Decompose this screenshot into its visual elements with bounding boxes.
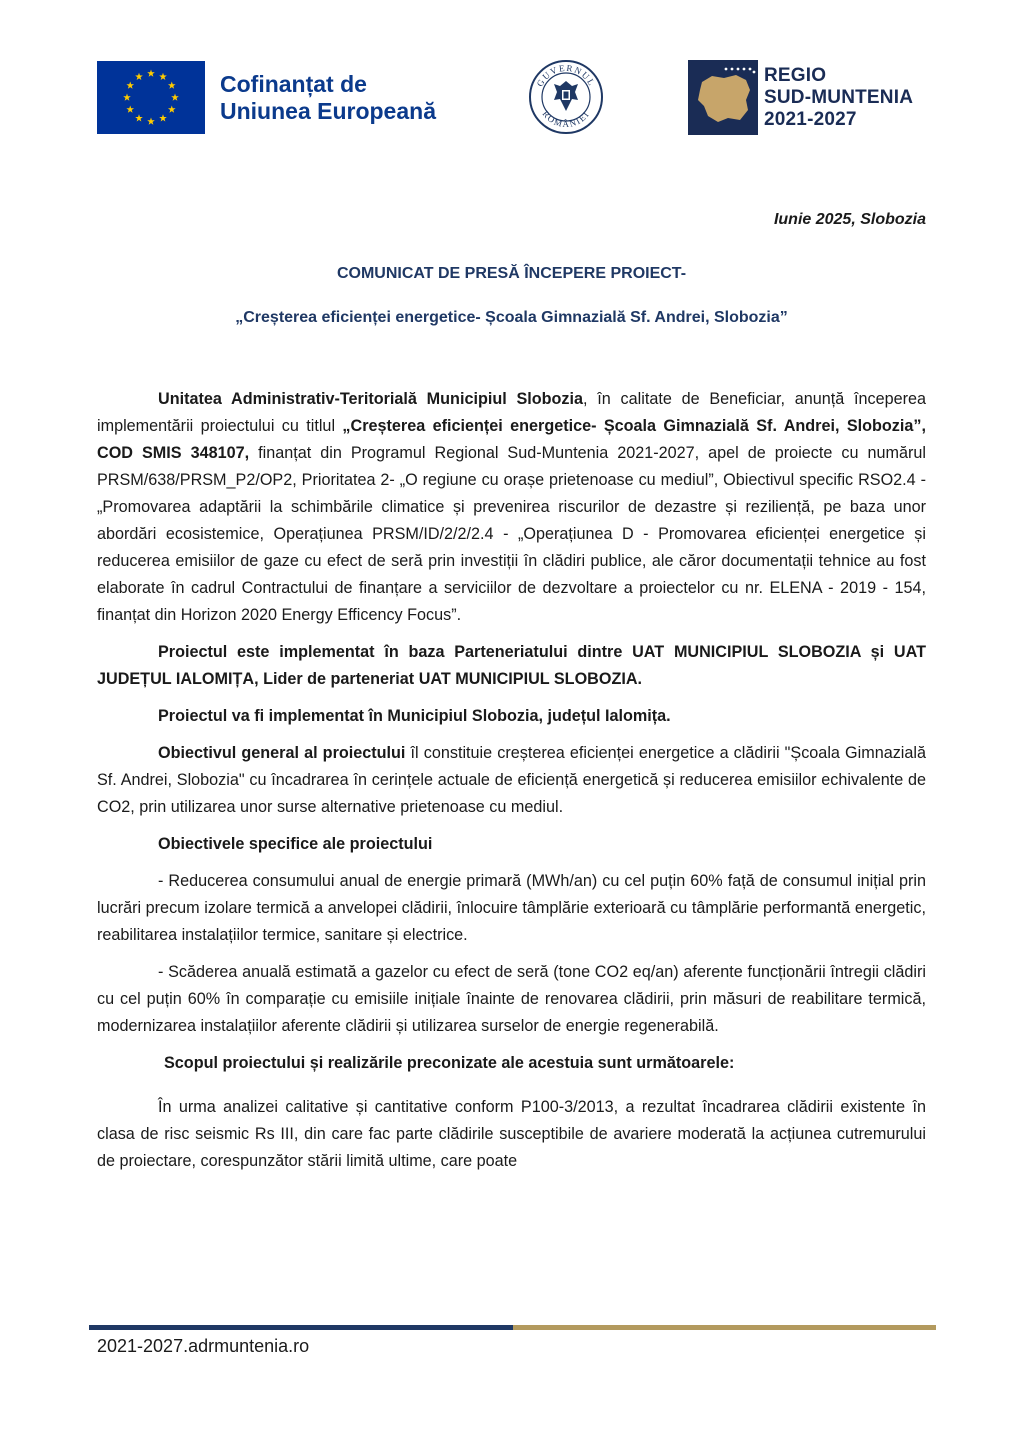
location-paragraph — [97, 703, 926, 730]
seal-top-text: GUVERNUL — [534, 62, 598, 89]
regio-text-line1: REGIO — [764, 64, 827, 86]
romanian-government-seal-icon — [528, 59, 604, 135]
seal-bottom-text: ROMÂNIEI — [540, 108, 592, 130]
scope-heading: Scopul proiectului și realizările preconizate ale acestuia sunt următoarele: — [164, 1054, 735, 1072]
footer-divider — [89, 1325, 936, 1330]
intro-text-1: , în calitate de Beneficiar, anunță începerea implementării proiectului cu titlul — [97, 390, 926, 435]
specific-objective-item: - Reducerea consumului anual de energie primară (MWh/an) cu cel puțin 60% față de consumul inițial prin lucrări precum izolare termică a anvelopei clădirii, înlocuire tâmplărie exterioară cu tâmplărie performantă energetic, reabilitarea instalațiilor termice, sanitare și electrice. — [97, 872, 926, 944]
press-release-title: COMUNICAT DE PRESĂ ÎNCEPERE PROIECT- — [336, 265, 687, 282]
regio-sud-muntenia-logo — [688, 60, 913, 135]
eu-cofinancing-logo — [97, 61, 436, 134]
regio-text-line3: 2021-2027 — [764, 108, 857, 130]
eu-text-line2: Uniunea Europeană — [220, 97, 436, 124]
general-objective-text: îl constituie creșterea eficienței energetice a clădirii "Școala Gimnazială Sf. Andrei, Slobozia" cu încadrarea în cerințele actuale de eficiență energetică și reducerea emisiilor echivalente de CO2, prin utilizarea unor surse alternative prietenoase cu mediul. — [97, 744, 926, 816]
intro-text-2: finanțat din Programul Regional Sud-Muntenia 2021-2027, apel de proiecte cu numărul PRSM/638/PRSM_P2/OP2, Prioritatea 2- „O regiune cu orașe prietenoase cu mediul”, Obiectivul specific RSO2.4 - „Promovarea adaptării la schimbările climatice și prevenirea riscurilor de dezastre și reziliență, pe baza unor abordări ecosistemice, Operațiunea PRSM/ID/2/2/2.4 - „Operațiunea D - Promovarea eficienței energetice și reducerea emisiilor de gaze cu efect de seră prin investiții în clădiri publice, ale căror documentații tehnice au fost elaborate în cadrul Contractului de finanțare a serviciilor de dezvoltare a proiectelor cu nr. ELENA - 2019 - 154, finanțat din Horizon 2020 Energy Efficency Focus”. — [97, 444, 926, 624]
regio-text-line2: SUD-MUNTENIA — [764, 86, 914, 108]
eu-text-line1: Cofinanțat de — [220, 70, 367, 97]
svg-text:ROMÂNIEI — [540, 109, 591, 129]
regio-map-icon — [688, 60, 758, 135]
release-date: Iunie 2025, Slobozia — [773, 211, 926, 228]
partnership-paragraph — [97, 639, 926, 693]
page-header — [0, 0, 1024, 160]
project-code: „Creșterea eficienței energetice- Școala Gimnazială Sf. Andrei, Slobozia”, COD SMIS 348107, — [97, 417, 926, 462]
specific-objectives-heading: Obiectivele specifice ale proiectului — [158, 835, 433, 853]
beneficiary-name: Unitatea Administrativ-Teritorială Municipiul Slobozia — [158, 390, 584, 408]
scope-paragraph: În urma analizei calitative și cantitative conform P100-3/2013, a rezultat încadrarea clădirii existente în clasa de risc seismic Rs III, din care fac parte clădirile susceptibile de avariere moderată la acțiunea cutremurului de proiectare, corespunzător stării limită ultime, care poate — [97, 1098, 926, 1170]
partnership-text: Proiectul este implementat în baza Parteneriatului dintre UAT MUNICIPIUL SLOBOZIA și UAT JUDEȚUL IALOMIȚA, Lider de parteneriat UAT MUNICIPIUL SLOBOZIA. — [97, 643, 926, 688]
general-objective-paragraph — [97, 740, 926, 821]
project-title: „Creșterea eficienței energetice- Școala Gimnazială Sf. Andrei, Slobozia” — [235, 309, 788, 326]
eu-flag-icon — [97, 61, 205, 134]
location-text: Proiectul va fi implementat în Municipiul Slobozia, județul Ialomița. — [158, 707, 671, 725]
press-release-body — [97, 205, 926, 1185]
intro-paragraph — [97, 386, 926, 629]
specific-objective-item: - Scăderea anuală estimată a gazelor cu efect de seră (tone CO2 eq/an) aferente funcționării întregii clădiri cu cel puțin 60% în comparație cu emisiile inițiale înainte de renovarea clădirii, prin măsuri de reabilitare termică, modernizarea instalațiilor aferente clădirii și utilizarea surselor de energie regenerabilă. — [97, 963, 926, 1035]
footer-website-link[interactable]: 2021-2027.adrmuntenia.ro — [97, 1336, 310, 1356]
general-objective-label: Obiectivul general al proiectului — [158, 744, 406, 762]
